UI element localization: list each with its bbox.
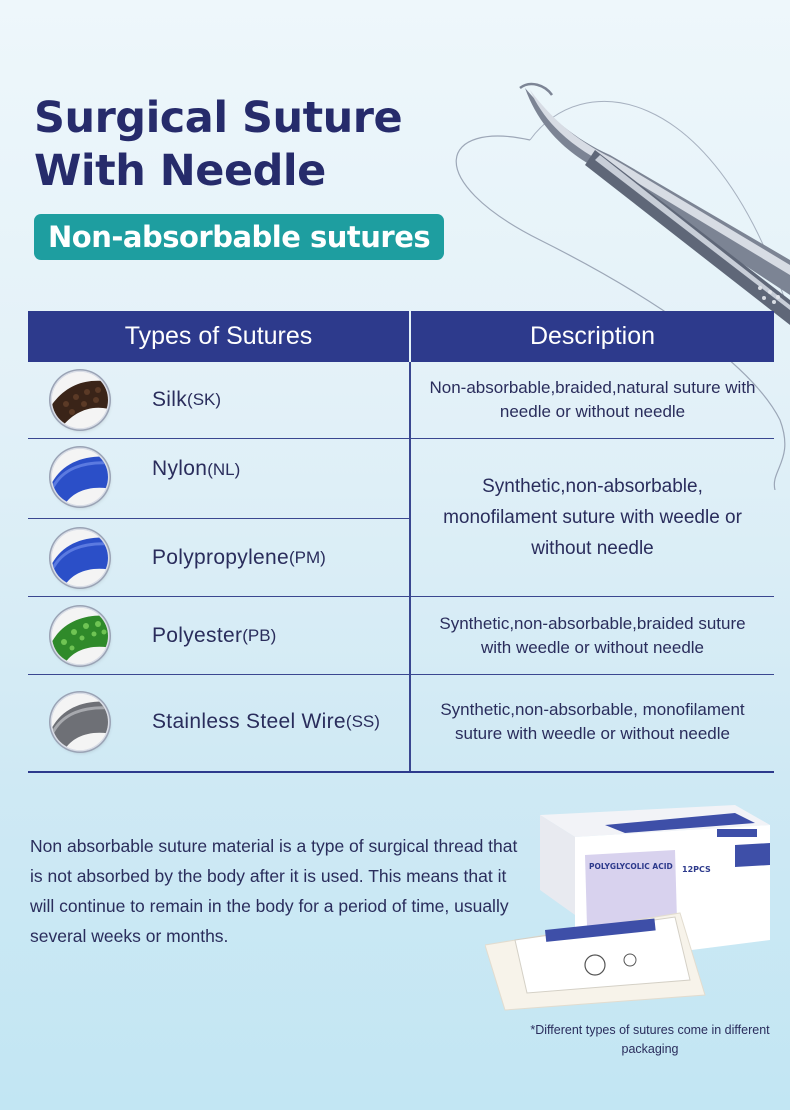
type-code: (PM): [289, 547, 326, 567]
subtitle-badge: Non-absorbable sutures: [34, 214, 444, 260]
package-count: 12PCS: [682, 865, 711, 874]
table-row: [28, 597, 409, 674]
type-name: Nylon: [152, 457, 208, 480]
title-line-1: Surgical Suture: [34, 93, 403, 143]
description-text: Synthetic,non-absorbable,braided suture with weedle or without needle: [439, 613, 746, 657]
type-name: Polypropylene: [152, 545, 289, 569]
info-paragraph: Non absorbable suture material is a type of surgical thread that is not absorbed by the body after it is used. This means that it will continue to remain in the body for a period of time, usually several weeks or months.: [30, 836, 518, 946]
steel-wire-suture-icon: [52, 694, 108, 750]
row-description: [411, 362, 774, 438]
table-row: [28, 362, 409, 438]
type-name: Stainless Steel Wire: [152, 710, 346, 733]
polyester-suture-icon: [52, 608, 108, 664]
title-line-2: With Needle: [34, 146, 326, 196]
column-header-types: Types of Sutures: [28, 311, 409, 362]
suture-package-image: [485, 795, 780, 1015]
type-name: Silk: [152, 388, 188, 411]
type-name: Polyester: [152, 623, 243, 647]
column-header-description: Description: [411, 311, 774, 362]
row-description: [411, 675, 774, 769]
type-code: (NL): [207, 460, 241, 479]
table-row: [28, 675, 409, 769]
row-description: [411, 597, 774, 674]
polypropylene-suture-icon: [52, 530, 108, 586]
description-text: Synthetic,non-absorbable, monofilament suture with weedle or without needle: [440, 700, 745, 743]
type-code: (SK): [187, 390, 222, 409]
type-code: (SS): [345, 712, 380, 731]
description-text: Synthetic,non-absorbable, monofilament suture with weedle or without needle: [443, 476, 742, 559]
package-label: POLYGLYCOLIC ACID: [589, 862, 673, 871]
table-row: [28, 439, 409, 518]
page-title: [34, 92, 402, 198]
nylon-suture-icon: [52, 449, 108, 505]
packaging-caption: *Different types of sutures come in different packaging: [530, 1023, 770, 1056]
suture-types-table: [28, 311, 774, 773]
table-row: [28, 519, 409, 596]
row-description-merged: [411, 439, 774, 596]
description-text: Non-absorbable,braided,natural suture with needle or without needle: [429, 378, 756, 421]
type-code: (PB): [242, 625, 277, 645]
silk-suture-icon: [52, 372, 108, 428]
table-header: [28, 311, 774, 362]
